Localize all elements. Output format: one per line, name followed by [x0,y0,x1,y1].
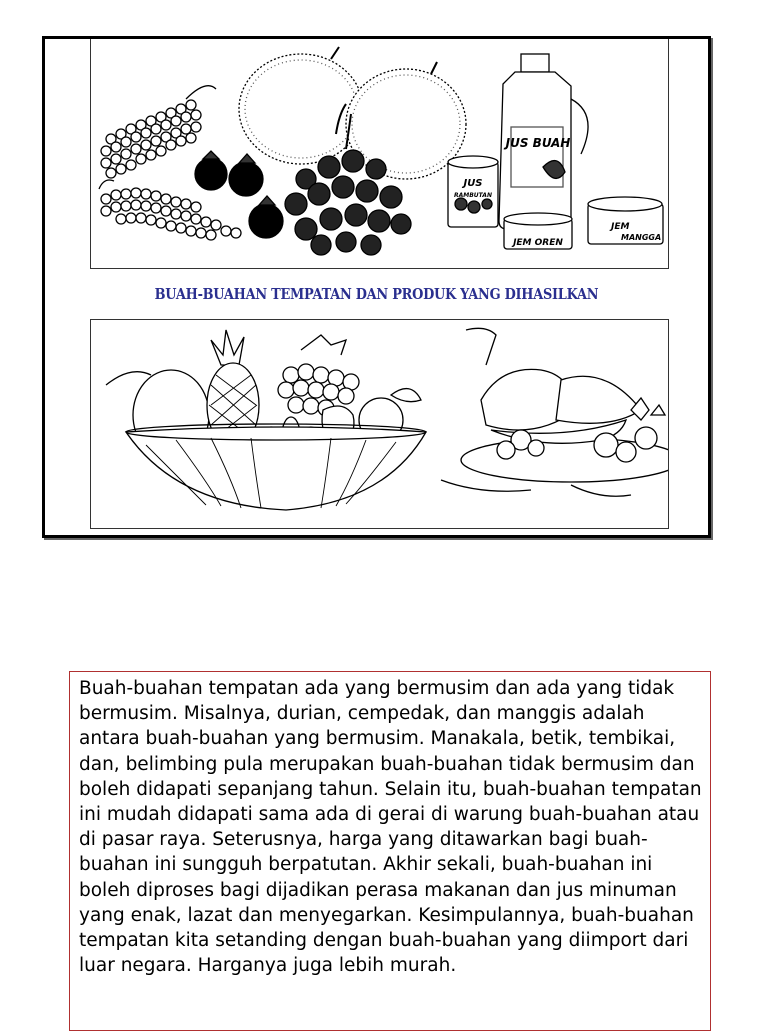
fruit-baskets-panel [90,319,669,529]
passage-box [69,671,711,1031]
fruit-products-panel [90,39,669,269]
jam-orange-label: JEM OREN [513,238,563,248]
jam-mango-label: JEM [611,222,630,232]
bottle-label: JUS BUAH [505,136,571,150]
illustration-caption: BUAH-BUAHAN TEMPATAN DAN PRODUK YANG DIHASILKAN [154,285,599,303]
grapes-icon [278,335,359,416]
fruit-baskets-drawing [91,320,669,529]
fruit-platter-icon [441,328,669,496]
juice-can-label: JUS [463,178,483,189]
jam-mango-sublabel: MANGGA [621,233,662,242]
illustration-frame [42,36,711,538]
fruit-products-drawing [91,39,669,269]
juice-can-sublabel: RAMBUTAN [454,192,492,199]
passage-text: Buah-buahan tempatan ada yang bermusim dan ada yang tidak bermusim. Misalnya, durian, cempedak, dan manggis adalah antara buah-buahan yang bermusim. Manakala, betik, tembikai, dan, belimbing pula merupakan buah-buahan tidak bermusim dan boleh didapati sepanjang tahun. Selain itu, buah-buahan tempatan ini mudah didapati sama ada di gerai di warung buah-buahan atau di pasar raya. Seterusnya, harga yang ditawarkan bagi buah-buahan ini sungguh berpatutan. Akhir sekali, buah-buahan ini boleh diproses bagi dijadikan perasa makanan dan jus minuman yang enak, lazat dan menyegarkan. Kesimpulannya, buah-buahan tempatan kita setanding dengan buah-buahan yang diimport dari luar negara. Harganya juga lebih murah. [79,678,702,977]
basket-icon [126,424,426,510]
